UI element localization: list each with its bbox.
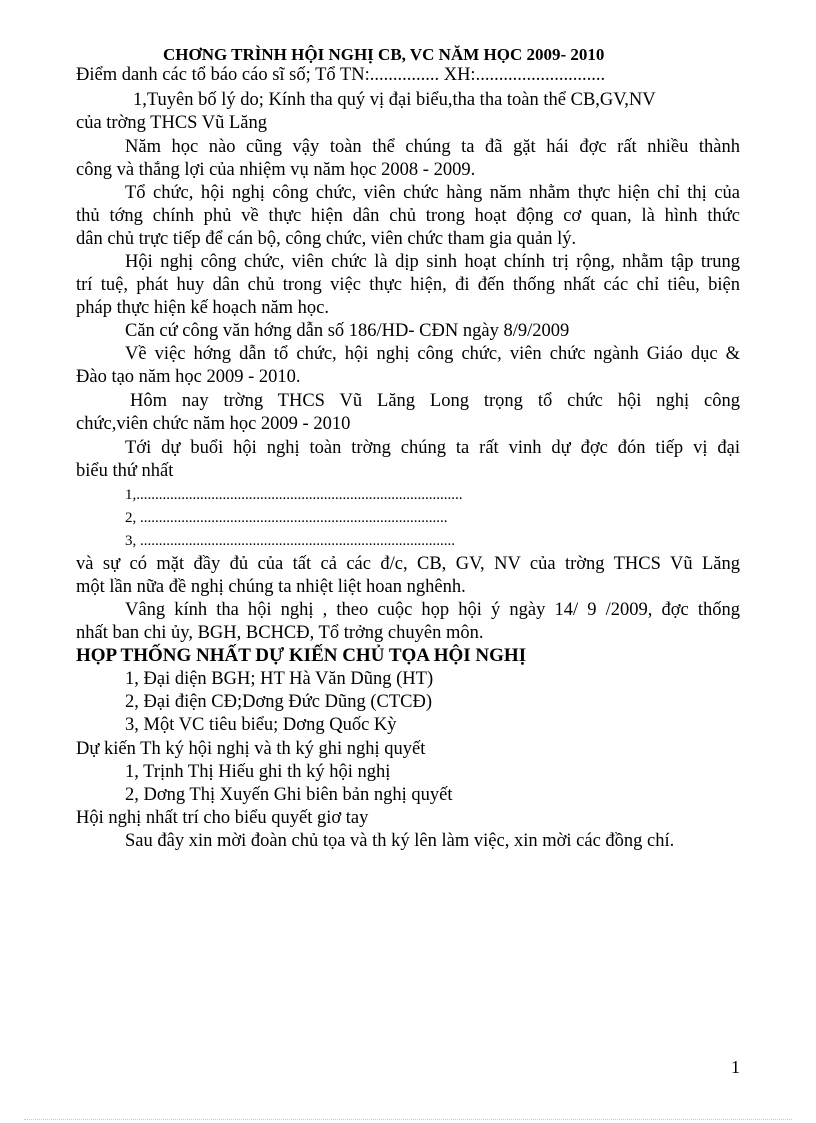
text-line: biểu thứ nhất — [76, 461, 174, 481]
text-line: của trờng THCS Vũ Lăng — [76, 113, 267, 133]
text-line: Hôm nay trờng THCS Vũ Lăng Long trọng tổ chức hội nghị công — [130, 391, 740, 411]
blank-guest-line: 2, .................................................................................. — [125, 510, 448, 526]
text-line: Về việc hớng dẫn tổ chức, hội nghị công chức, viên chức ngành Giáo dục & — [125, 344, 740, 364]
text-line: thủ tớng chính phủ về thực hiện dân chủ trong hoạt động cơ quan, là hình thức — [76, 206, 740, 226]
text-line: Dự kiến Th ký hội nghị và th ký ghi nghị quyết — [76, 739, 426, 759]
text-line: Năm học nào cũng vậy toàn thể chúng ta đã gặt hái đợc rất nhiều thành — [125, 137, 740, 157]
text-line: 3, Một VC tiêu biểu; Dơng Quốc Kỳ — [125, 715, 397, 735]
text-line: Vâng kính tha hội nghị , theo cuộc họp hội ý ngày 14/ 9 /2009, đợc thống — [125, 600, 740, 620]
text-line: Sau đây xin mời đoàn chủ tọa và th ký lên làm việc, xin mời các đồng chí. — [125, 831, 675, 851]
page-bottom-rule — [24, 1119, 792, 1120]
text-line: Hội nghị công chức, viên chức là dịp sinh hoạt chính trị rộng, nhằm tập trung — [125, 252, 740, 272]
text-line: công và thắng lợi của nhiệm vụ năm học 2008 - 2009. — [76, 160, 476, 180]
text-line: Hội nghị nhất trí cho biểu quyết giơ tay — [76, 808, 369, 828]
text-line: 2, Dơng Thị Xuyến Ghi biên bản nghị quyết — [125, 785, 453, 805]
blank-guest-line: 3, .................................................................................... — [125, 533, 455, 549]
text-line: một lần nữa đề nghị chúng ta nhiệt liệt hoan nghênh. — [76, 577, 466, 597]
text-line: 2, Đại điện CĐ;Dơng Đức Dũng (CTCĐ) — [125, 692, 433, 712]
text-line: Điểm danh các tổ báo cáo sĩ số; Tổ TN:............... XH:............................ — [76, 65, 606, 85]
document-title: CHƠNG TRÌNH HỘI NGHỊ CB, VC NĂM HỌC 2009- 2010 — [163, 45, 605, 64]
text-line: trí tuệ, phát huy dân chủ trong việc thực hiện, đi đến thống nhất các chỉ tiêu, biện — [76, 275, 740, 295]
text-line: 1, Trịnh Thị Hiếu ghi th ký hội nghị — [125, 762, 391, 782]
text-line: dân chủ trực tiếp để cán bộ, công chức, viên chức tham gia quản lý. — [76, 229, 577, 249]
text-line: Đào tạo năm học 2009 - 2010. — [76, 367, 301, 387]
text-line: 1,Tuyên bố lý do; Kính tha quý vị đại biểu,tha tha toàn thể CB,GV,NV — [133, 90, 656, 110]
text-line: Tới dự buổi hội nghị toàn trờng chúng ta rất vinh dự đợc đón tiếp vị đại — [125, 438, 740, 458]
text-line: Căn cứ công văn hớng dẫn số 186/HD- CĐN ngày 8/9/2009 — [125, 321, 570, 341]
text-line: Tổ chức, hội nghị công chức, viên chức hàng năm nhằm thực hiện chỉ thị của — [125, 183, 740, 203]
text-line: và sự có mặt đầy đủ của tất cả các đ/c, CB, GV, NV của trờng THCS Vũ Lăng — [76, 554, 740, 574]
blank-guest-line: 1,....................................................................................... — [125, 487, 463, 503]
text-line: 1, Đại diện BGH; HT Hà Văn Dũng (HT) — [125, 669, 434, 689]
text-line: nhất ban chi ủy, BGH, BCHCĐ, Tổ trởng chuyên môn. — [76, 623, 484, 643]
section-heading: HỌP THỐNG NHẤT DỰ KIẾN CHỦ TỌA HỘI NGHỊ — [76, 645, 527, 666]
text-line: pháp thực hiện kế hoạch năm học. — [76, 298, 330, 318]
page-number: 1 — [731, 1057, 740, 1077]
text-line: chức,viên chức năm học 2009 - 2010 — [76, 414, 351, 434]
